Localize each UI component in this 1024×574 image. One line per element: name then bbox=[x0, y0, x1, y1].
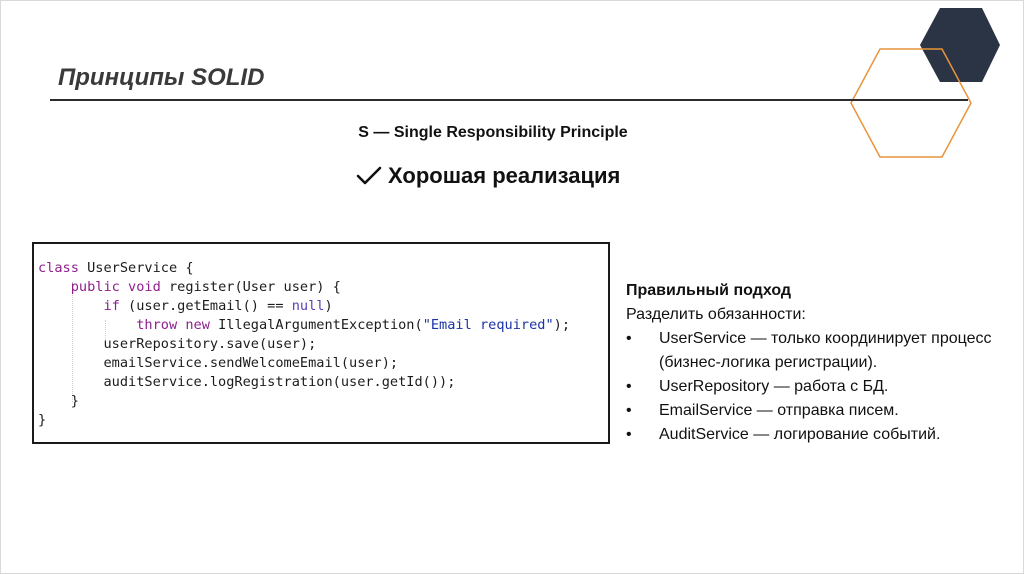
code-line: throw new IllegalArgumentException("Email required"); bbox=[136, 317, 571, 333]
bullet: • bbox=[626, 402, 632, 419]
panel-title: Правильный подход bbox=[626, 282, 792, 299]
title-underline bbox=[50, 99, 968, 101]
principle-subtitle: S — Single Responsibility Principle bbox=[358, 124, 628, 141]
hexagon-decoration bbox=[840, 0, 1024, 170]
bullet: • bbox=[626, 426, 632, 443]
page-title: Принципы SOLID bbox=[58, 64, 265, 91]
code-line: auditService.logRegistration(user.getId()); bbox=[103, 374, 456, 390]
list-item: • EmailService — отправка писем. bbox=[626, 399, 1018, 423]
panel-intro: Разделить обязанности: bbox=[626, 306, 806, 323]
heading-text: Хорошая реализация bbox=[388, 163, 621, 188]
responsibility-list bbox=[626, 327, 1018, 447]
bullet: • bbox=[626, 330, 632, 347]
code-line: class UserService { bbox=[38, 260, 194, 276]
code-line: } bbox=[70, 393, 79, 409]
code-line: } bbox=[38, 412, 47, 428]
code-line: userRepository.save(user); bbox=[103, 336, 317, 352]
list-item: • UserRepository — работа с БД. bbox=[626, 375, 1018, 399]
list-item: • UserService — только координирует процесс (бизнес-логика регистрации). bbox=[626, 327, 1018, 375]
bullet: • bbox=[626, 378, 632, 395]
check-icon bbox=[356, 165, 382, 187]
approach-panel bbox=[626, 279, 1018, 447]
list-item: • AuditService — логирование событий. bbox=[626, 423, 1018, 447]
code-block bbox=[32, 242, 610, 444]
code-line: if (user.getEmail() == null) bbox=[103, 298, 333, 314]
code-line: public void register(User user) { bbox=[70, 279, 341, 295]
dark-hexagon bbox=[920, 8, 1000, 82]
code-line: emailService.sendWelcomeEmail(user); bbox=[103, 355, 399, 371]
good-implementation-heading bbox=[356, 163, 620, 189]
